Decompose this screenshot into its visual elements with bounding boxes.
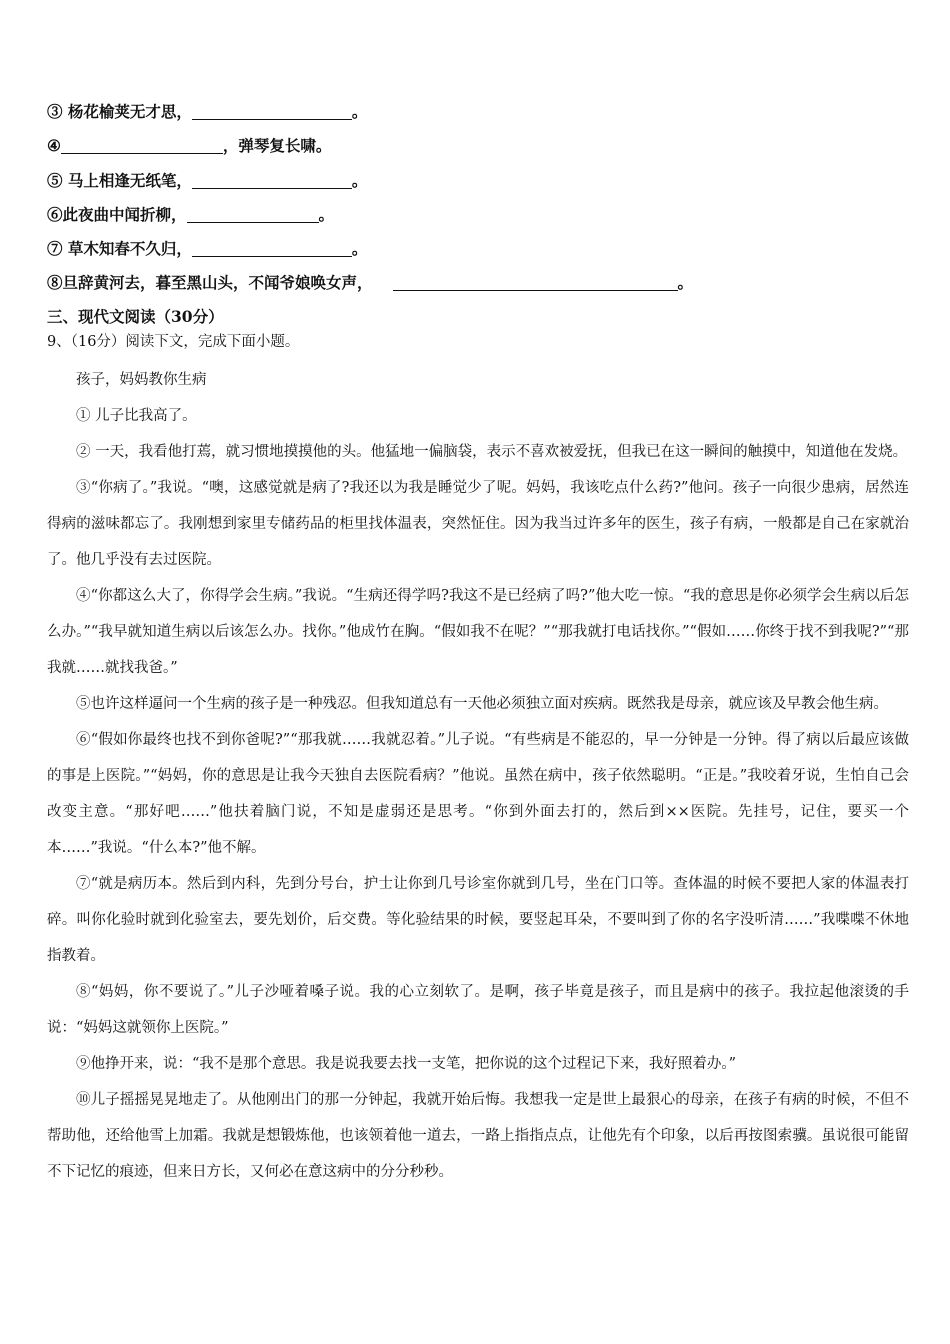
article-paragraph-4: ④“你都这么大了，你得学会生病。”我说。“生病还得学吗?我这不是已经病了吗?”他大吃一惊。“我的意思是你必须学会生病以后怎么办。”“我早就知道生病以后该怎么办。找你。”他成竹在胸。“假如我不在呢？”“那我就打电话找你。”“假如……你终于找不到我呢?”“那我就……就找我爸。” (47, 588, 909, 676)
article-paragraph-1: ① 儿子比我高了。 (76, 408, 197, 424)
article-paragraph-8: ⑧“妈妈，你不要说了。”儿子沙哑着嗓子说。我的心立刻软了。是啊，孩子毕竟是孩子，而且是病中的孩子。我拉起他滚烫的手说：“妈妈这就领你上医院。” (47, 984, 909, 1036)
poem-item-4-text: ④ (47, 136, 61, 155)
article-paragraph-9: ⑨他挣开来，说：“我不是那个意思。我是说我要去找一支笔，把你说的这个过程记下来，我好照着办。” (76, 1056, 737, 1072)
article-title: 孩子，妈妈教你生病 (76, 372, 207, 388)
poem-item-8-end: 。 (677, 273, 694, 292)
answer-blank-5[interactable] (192, 170, 352, 189)
poem-item-3-end: 。 (351, 102, 368, 121)
question-prompt: 9、（16分）阅读下文，完成下面小题。 (47, 334, 300, 350)
reading-article (47, 362, 909, 1190)
poem-item-3-text: ③ 杨花榆荚无才思， (47, 102, 192, 121)
poem-item-7 (47, 238, 367, 260)
poem-item-4 (47, 135, 331, 157)
answer-blank-7[interactable] (192, 238, 352, 257)
answer-blank-6[interactable] (187, 204, 319, 223)
poem-item-3 (47, 101, 367, 123)
article-paragraph-10: ⑩儿子摇摇晃晃地走了。从他刚出门的那一分钟起，我就开始后悔。我想我一定是世上最狠心的母亲，在孩子有病的时候，不但不帮助他，还给他雪上加霜。我就是想锻炼他，也该领着他一道去，一路上指指点点，让他先有个印象，以后再按图索骥。虽说很可能留不下记忆的痕迹，但来日方长，又何必在意这病中的分分秒秒。 (47, 1092, 909, 1180)
poem-item-6-text: ⑥此夜曲中闻折柳， (47, 205, 187, 224)
answer-blank-8[interactable] (393, 272, 678, 291)
poem-item-5-text: ⑤ 马上相逢无纸笔， (47, 171, 192, 190)
article-paragraph-2: ② 一天，我看他打蔫，就习惯地摸摸他的头。他猛地一偏脑袋，表示不喜欢被爱抚，但我已在这一瞬间的触摸中，知道他在发烧。 (76, 444, 908, 460)
poem-item-6 (47, 204, 334, 226)
poem-item-7-text: ⑦ 草木知春不久归， (47, 239, 192, 258)
section-title: 三、现代文阅读（30分） (47, 307, 224, 326)
poem-item-5-end: 。 (351, 171, 368, 190)
article-paragraph-6: ⑥“假如你最终也找不到你爸呢?”“那我就……我就忍着。”儿子说。“有些病是不能忍的，早一分钟是一分钟。得了病以后最应该做的事是上医院。”“妈妈，你的意思是让我今天独自去医院看病？”他说。虽然在病中，孩子依然聪明。“正是。”我咬着牙说，生怕自己会改变主意。“那好吧……”他扶着脑门说，不知是虚弱还是思考。“你到外面去打的，然后到××医院。先挂号，记住，要买一个本……”我说。“什么本?”他不解。 (47, 732, 909, 856)
poem-item-5 (47, 170, 367, 192)
answer-blank-4[interactable] (61, 135, 223, 154)
poem-item-7-end: 。 (351, 239, 368, 258)
poem-item-8-text: ⑧旦辞黄河去，暮至黑山头，不闻爷娘唤女声， (47, 273, 373, 292)
poem-item-8 (47, 272, 693, 294)
article-paragraph-7: ⑦“就是病历本。然后到内科，先到分号台，护士让你到几号诊室你就到几号，坐在门口等。查体温的时候不要把人家的体温表打碎。叫你化验时就到化验室去，要先划价，后交费。等化验结果的时候，要竖起耳朵，不要叫到了你的名字没听清……”我喋喋不休地指教着。 (47, 876, 909, 964)
answer-blank-3[interactable] (192, 101, 352, 120)
poem-item-6-end: 。 (318, 205, 335, 224)
article-paragraph-3: ③“你病了。”我说。“噢，这感觉就是病了?我还以为我是睡觉少了呢。妈妈，我该吃点什么药?”他问。孩子一向很少患病，居然连得病的滋味都忘了。我刚想到家里专储药品的柜里找体温表，突然怔住。因为我当过许多年的医生，孩子有病，一般都是自己在家就治了。他几乎没有去过医院。 (47, 480, 909, 568)
poem-item-4-end: ，弹琴复长啸。 (222, 136, 332, 155)
article-paragraph-5: ⑤也许这样逼问一个生病的孩子是一种残忍。但我知道总有一天他必须独立面对疾病。既然我是母亲，就应该及早教会他生病。 (76, 696, 888, 712)
